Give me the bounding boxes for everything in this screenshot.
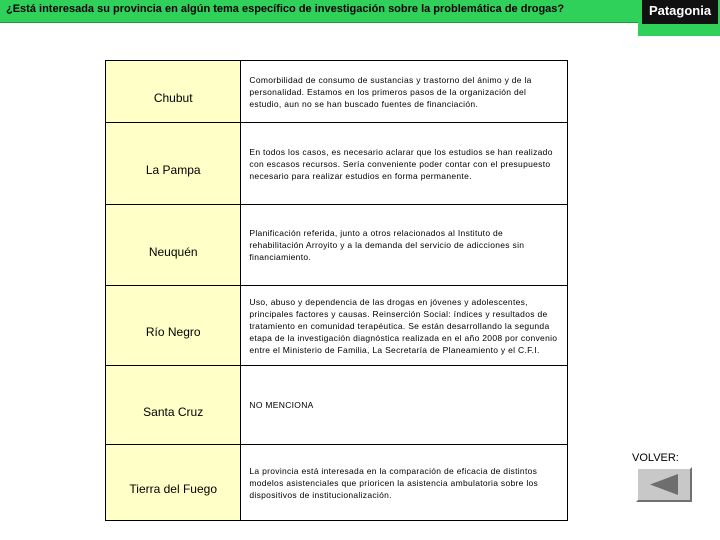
description-cell: En todos los casos, es necesario aclarar que los estudios se han realizado con escasos recursos. Sería conveniente poder contar con el presupuesto necesario para realizar estudios en forma permanente.: [241, 123, 568, 205]
table-row: [106, 366, 568, 445]
back-button[interactable]: [636, 467, 692, 502]
province-cell: Tierra del Fuego: [106, 445, 241, 521]
province-cell: Neuquén: [106, 205, 241, 286]
table-row: [106, 61, 568, 123]
description-cell: Comorbilidad de consumo de sustancias y trastorno del ánimo y de la personalidad. Estamos en los primeros pasos de la organización del estudio, aun no se han buscado fuentes de financiación.: [241, 61, 568, 123]
description-cell: Planificación referida, junto a otros relacionados al Instituto de rehabilitación Arroyito y a la demanda del servicio de adicciones sin financiamiento.: [241, 205, 568, 286]
province-cell: Santa Cruz: [106, 366, 241, 445]
province-cell: La Pampa: [106, 123, 241, 205]
table-row: [106, 123, 568, 205]
left-arrow-icon: [638, 469, 690, 500]
region-label: Patagonia: [648, 3, 712, 18]
table-row: [106, 286, 568, 366]
description-cell: La provincia está interesada en la comparación de eficacia de distintos modelos asistenciales que prioricen la asistencia ambulatoria sobre los dispositivos de institucionalización.: [241, 445, 568, 521]
header-bar: [0, 0, 638, 23]
page-title: ¿Está interesada su provincia en algún tema específico de investigación sobre la problemática de drogas?: [6, 3, 565, 15]
province-cell: Chubut: [106, 61, 241, 123]
province-cell: Río Negro: [106, 286, 241, 366]
back-label: VOLVER:: [632, 452, 679, 464]
table-row: [106, 205, 568, 286]
description-cell: NO MENCIONA: [241, 366, 568, 445]
table-row: [106, 445, 568, 521]
description-cell: Uso, abuso y dependencia de las drogas en jóvenes y adolescentes, principales factores y causas. Reinserción Social: índices y resultados de tratamiento en comunidad terapéutica. Se están desarrollando la segunda etapa de la investigación diagnóstica realizada en el año 2008 por convenio entre el Ministerio de Familia, La Secretaría de Planeamiento y el C.F.I.: [241, 286, 568, 366]
province-research-table: [105, 60, 568, 521]
